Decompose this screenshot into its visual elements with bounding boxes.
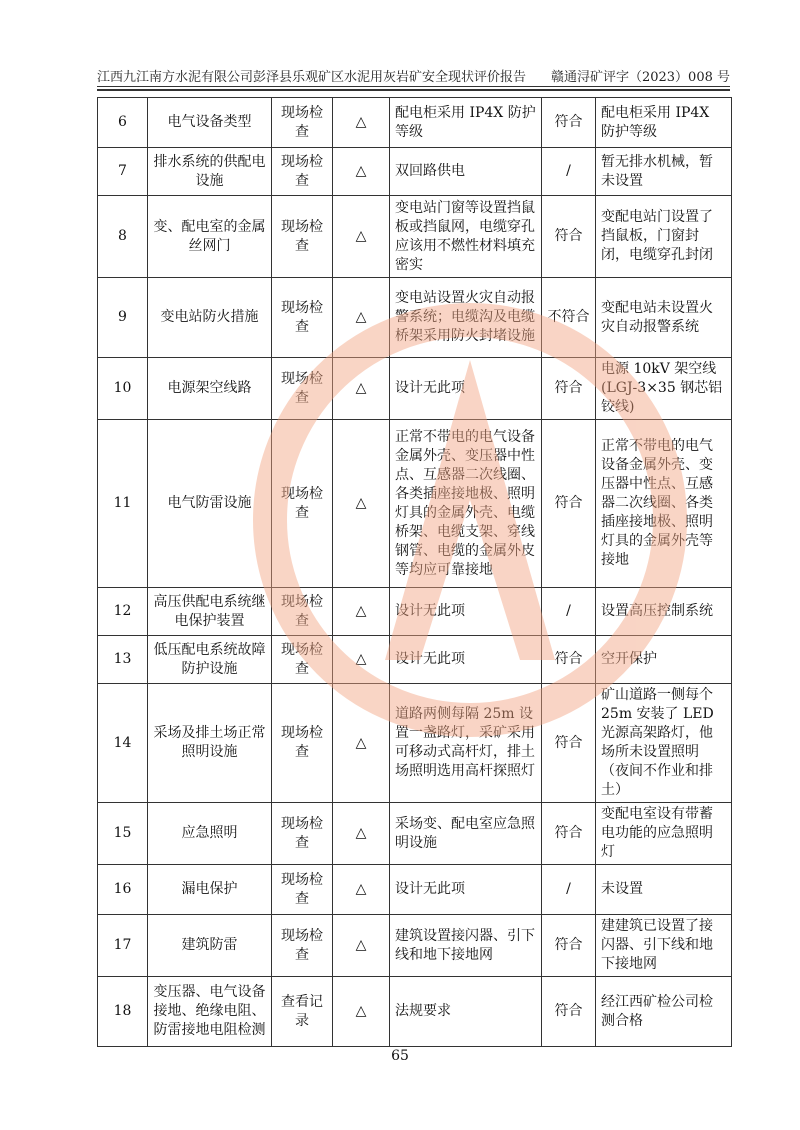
- check-item: 高压供配电系统继电保护装置: [148, 588, 272, 636]
- check-mark: △: [333, 865, 390, 915]
- check-mark: △: [333, 148, 390, 196]
- check-basis: 法规要求: [390, 977, 542, 1047]
- table-row: [98, 803, 732, 865]
- check-method: 现场检查: [272, 803, 333, 865]
- check-result: 符合: [542, 636, 596, 684]
- check-result: 符合: [542, 915, 596, 977]
- check-item: 应急照明: [148, 803, 272, 865]
- check-method: 现场检查: [272, 865, 333, 915]
- row-number: 17: [98, 915, 148, 977]
- check-mark: △: [333, 358, 390, 420]
- check-basis: 设计无此项: [390, 636, 542, 684]
- actual-status: 空开保护: [596, 636, 732, 684]
- row-number: 9: [98, 278, 148, 358]
- check-method: 现场检查: [272, 278, 333, 358]
- check-mark: △: [333, 420, 390, 588]
- check-mark: △: [333, 98, 390, 148]
- table-row: [98, 915, 732, 977]
- actual-status: 建建筑已设置了接闪器、引下线和地下接地网: [596, 915, 732, 977]
- check-result: /: [542, 588, 596, 636]
- actual-status: 变配电室设有带蓄电功能的应急照明灯: [596, 803, 732, 865]
- check-item: 建筑防雷: [148, 915, 272, 977]
- row-number: 18: [98, 977, 148, 1047]
- check-result: /: [542, 148, 596, 196]
- row-number: 14: [98, 684, 148, 803]
- check-method: 现场检查: [272, 420, 333, 588]
- actual-status: 变配电站门设置了挡鼠板，门窗封闭，电缆穿孔封闭: [596, 196, 732, 278]
- report-title: 江西九江南方水泥有限公司彭泽县乐观矿区水泥用灰岩矿安全现状评价报告: [97, 70, 527, 85]
- check-item: 电源架空线路: [148, 358, 272, 420]
- row-number: 13: [98, 636, 148, 684]
- table-row: [98, 684, 732, 803]
- check-result: 符合: [542, 977, 596, 1047]
- actual-status: 正常不带电的电气设备金属外壳、变压器中性点、互感器二次线圈、各类插座接地极、照明灯具的金属外壳等接地: [596, 420, 732, 588]
- check-item: 变、配电室的金属丝网门: [148, 196, 272, 278]
- check-method: 现场检查: [272, 588, 333, 636]
- actual-status: 电源 10kV 架空线(LGJ-3×35 钢芯铝铰线): [596, 358, 732, 420]
- check-basis: 配电柜采用 IP4X 防护等级: [390, 98, 542, 148]
- row-number: 8: [98, 196, 148, 278]
- actual-status: 经江西矿检公司检测合格: [596, 977, 732, 1047]
- actual-status: 设置高压控制系统: [596, 588, 732, 636]
- page-header: [97, 64, 730, 84]
- row-number: 7: [98, 148, 148, 196]
- check-result: /: [542, 865, 596, 915]
- check-basis: 设计无此项: [390, 865, 542, 915]
- actual-status: 变配电站未设置火灾自动报警系统: [596, 278, 732, 358]
- check-mark: △: [333, 636, 390, 684]
- check-basis: 设计无此项: [390, 358, 542, 420]
- table-row: [98, 278, 732, 358]
- check-method: 现场检查: [272, 148, 333, 196]
- check-basis: 变电站设置火灾自动报警系统；电缆沟及电缆桥架采用防火封堵设施: [390, 278, 542, 358]
- check-basis: 建筑设置接闪器、引下线和地下接地网: [390, 915, 542, 977]
- check-method: 现场检查: [272, 98, 333, 148]
- check-method: 现场检查: [272, 358, 333, 420]
- check-basis: 道路两侧每隔 25m 设置一盏路灯，采矿采用可移动式高杆灯，排土场照明选用高杆探照灯: [390, 684, 542, 803]
- check-method: 现场检查: [272, 684, 333, 803]
- table-row: [98, 865, 732, 915]
- check-item: 排水系统的供配电设施: [148, 148, 272, 196]
- header-rule: [97, 86, 730, 87]
- check-mark: △: [333, 915, 390, 977]
- check-method: 现场检查: [272, 196, 333, 278]
- report-number: 赣通浔矿评字（2023）008 号: [550, 70, 730, 85]
- table-row: [98, 636, 732, 684]
- table-row: [98, 420, 732, 588]
- check-item: 电气设备类型: [148, 98, 272, 148]
- row-number: 15: [98, 803, 148, 865]
- check-basis: 正常不带电的电气设备金属外壳、变压器中性点、互感器二次线圈、各类插座接地极、照明灯具的金属外壳、电缆桥架、电缆支架、穿线钢管、电缆的金属外皮等均应可靠接地: [390, 420, 542, 588]
- check-result: 符合: [542, 358, 596, 420]
- check-item: 变压器、电气设备接地、绝缘电阻、防雷接地电阻检测: [148, 977, 272, 1047]
- header-rule-thick: [97, 89, 730, 91]
- actual-status: 未设置: [596, 865, 732, 915]
- check-method: 查看记录: [272, 977, 333, 1047]
- check-item: 变电站防火措施: [148, 278, 272, 358]
- check-result: 不符合: [542, 278, 596, 358]
- table-row: [98, 588, 732, 636]
- check-item: 采场及排土场正常照明设施: [148, 684, 272, 803]
- page-number: 65: [391, 1048, 409, 1064]
- check-result: 符合: [542, 803, 596, 865]
- row-number: 11: [98, 420, 148, 588]
- check-mark: △: [333, 278, 390, 358]
- actual-status: 矿山道路一侧每个 25m 安装了 LED 光源高架路灯，他场所未设置照明（夜间不作业和排土）: [596, 684, 732, 803]
- check-mark: △: [333, 196, 390, 278]
- check-result: 符合: [542, 684, 596, 803]
- row-number: 16: [98, 865, 148, 915]
- check-result: 符合: [542, 420, 596, 588]
- actual-status: 暂无排水机械，暂未设置: [596, 148, 732, 196]
- check-result: 符合: [542, 196, 596, 278]
- check-basis: 变电站门窗等设置挡鼠板或挡鼠网，电缆穿孔应该用不燃性材料填充密实: [390, 196, 542, 278]
- actual-status: 配电柜采用 IP4X 防护等级: [596, 98, 732, 148]
- row-number: 12: [98, 588, 148, 636]
- table-row: [98, 977, 732, 1047]
- check-item: 低压配电系统故障防护设施: [148, 636, 272, 684]
- check-result: 符合: [542, 98, 596, 148]
- row-number: 6: [98, 98, 148, 148]
- table-row: [98, 196, 732, 278]
- check-mark: △: [333, 803, 390, 865]
- check-mark: △: [333, 588, 390, 636]
- table-row: [98, 358, 732, 420]
- check-mark: △: [333, 977, 390, 1047]
- check-basis: 双回路供电: [390, 148, 542, 196]
- inspection-table: [97, 97, 732, 1047]
- check-basis: 设计无此项: [390, 588, 542, 636]
- check-basis: 采场变、配电室应急照明设施: [390, 803, 542, 865]
- check-item: 漏电保护: [148, 865, 272, 915]
- check-method: 现场检查: [272, 636, 333, 684]
- row-number: 10: [98, 358, 148, 420]
- check-item: 电气防雷设施: [148, 420, 272, 588]
- check-method: 现场检查: [272, 915, 333, 977]
- check-mark: △: [333, 684, 390, 803]
- table-row: [98, 148, 732, 196]
- table-row: [98, 98, 732, 148]
